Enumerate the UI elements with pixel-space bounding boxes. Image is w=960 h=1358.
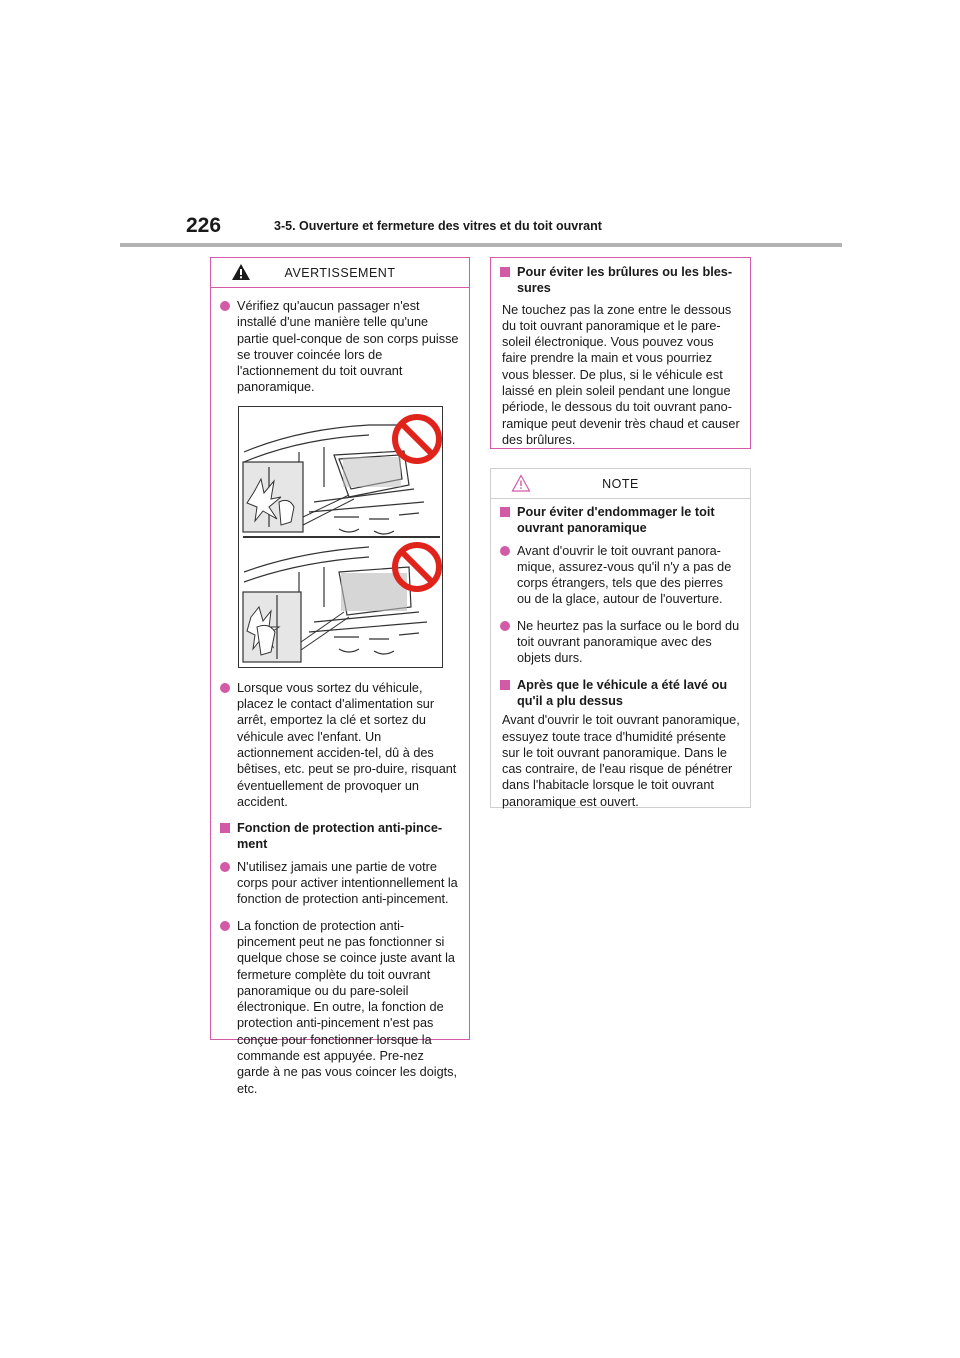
sunroof-pinch-drawing (239, 407, 444, 669)
caution-triangle-icon (511, 474, 531, 492)
warning-triangle-icon (231, 263, 251, 281)
warning-heading-anti-pinch: Fonction de protection anti-pince-ment (211, 820, 469, 853)
warning-bullet-1: Vérifiez qu'aucun passager n'est installé d'une manière telle qu'une partie quel-conque de son corps puisse se trouver coincée lors de l'actionnement du toit ouvrant panoramique. (211, 298, 469, 396)
warning-bullet-4: La fonction de protection anti-pincement peut ne pas fonctionner si quelque chose se coince juste avant la fermeture complète du toit ouvrant panoramique ou du pare-soleil électronique. En outre, la fonction de protection anti-pincement n'est pas conçue pour fonctionner lorsque la commande est appuyée. Pre-nez garde à ne pas vous coincer les doigts, etc. (211, 918, 469, 1097)
warning-box (210, 257, 470, 1096)
note-bullet-1: Avant d'ouvrir le toit ouvrant panora-mique, assurez-vous qu'il n'y a pas de corps étrangers, tels que des pierres ou de la glace, autour de l'ouverture. (491, 543, 750, 608)
warning-box-header (211, 258, 469, 288)
warning-box-continued (490, 257, 751, 449)
section-title: 3-5. Ouverture et fermeture des vitres et du toit ouvrant (274, 219, 602, 233)
warning-bullet-2: Lorsque vous sortez du véhicule, placez le contact d'alimentation sur arrêt, emportez la clé et sortez du véhicule avec l'enfant. Un actionnement acciden-tel, dû à des bêtises, etc. peut se pro-duire, risquant éventuellement de provoquer un accident. (211, 680, 469, 810)
sunroof-pinch-illustration (238, 406, 443, 668)
page-number: 226 (186, 214, 222, 237)
note-box (490, 468, 751, 808)
note-heading-damage: Pour éviter d'endommager le toit ouvrant panoramique (491, 504, 750, 537)
note-bullet-2: Ne heurtez pas la surface ou le bord du toit ouvrant panoramique avec des objets durs. (491, 618, 750, 667)
note-heading-wash: Après que le véhicule a été lavé ou qu'il a plu dessus (491, 677, 750, 710)
note-wash-text: Avant d'ouvrir le toit ouvrant panoramique, essuyez toute trace d'humidité présente sur le toit ouvrant panoramique. Dans le cas contraire, de l'eau risque de pénétrer dans l'habitacle lorsque le toit ouvrant panoramique est ouvert. (502, 713, 740, 809)
note-box-title: NOTE (602, 476, 639, 491)
prohibition-icon-top (395, 417, 439, 461)
note-box-header (491, 469, 750, 499)
warning-box-title: AVERTISSEMENT (284, 265, 396, 280)
warning-bullet-3: N'utilisez jamais une partie de votre corps pour activer intentionnellement la fonction de protection anti-pincement. (211, 859, 469, 908)
header-rule (120, 243, 842, 247)
warning-burns-text: Ne touchez pas la zone entre le dessous du toit ouvrant panoramique et le pare-soleil électronique. Vous pouvez vous faire prendre la main et vous pourriez vous blesser. De plus, si le véhicule est laissé en plein soleil pendant une longue période, le dessous du toit ouvrant pano-ramique peut devenir très chaud et causer des brûlures. (502, 302, 740, 447)
warning-heading-burns: Pour éviter les brûlures ou les bles-sures (491, 264, 750, 297)
